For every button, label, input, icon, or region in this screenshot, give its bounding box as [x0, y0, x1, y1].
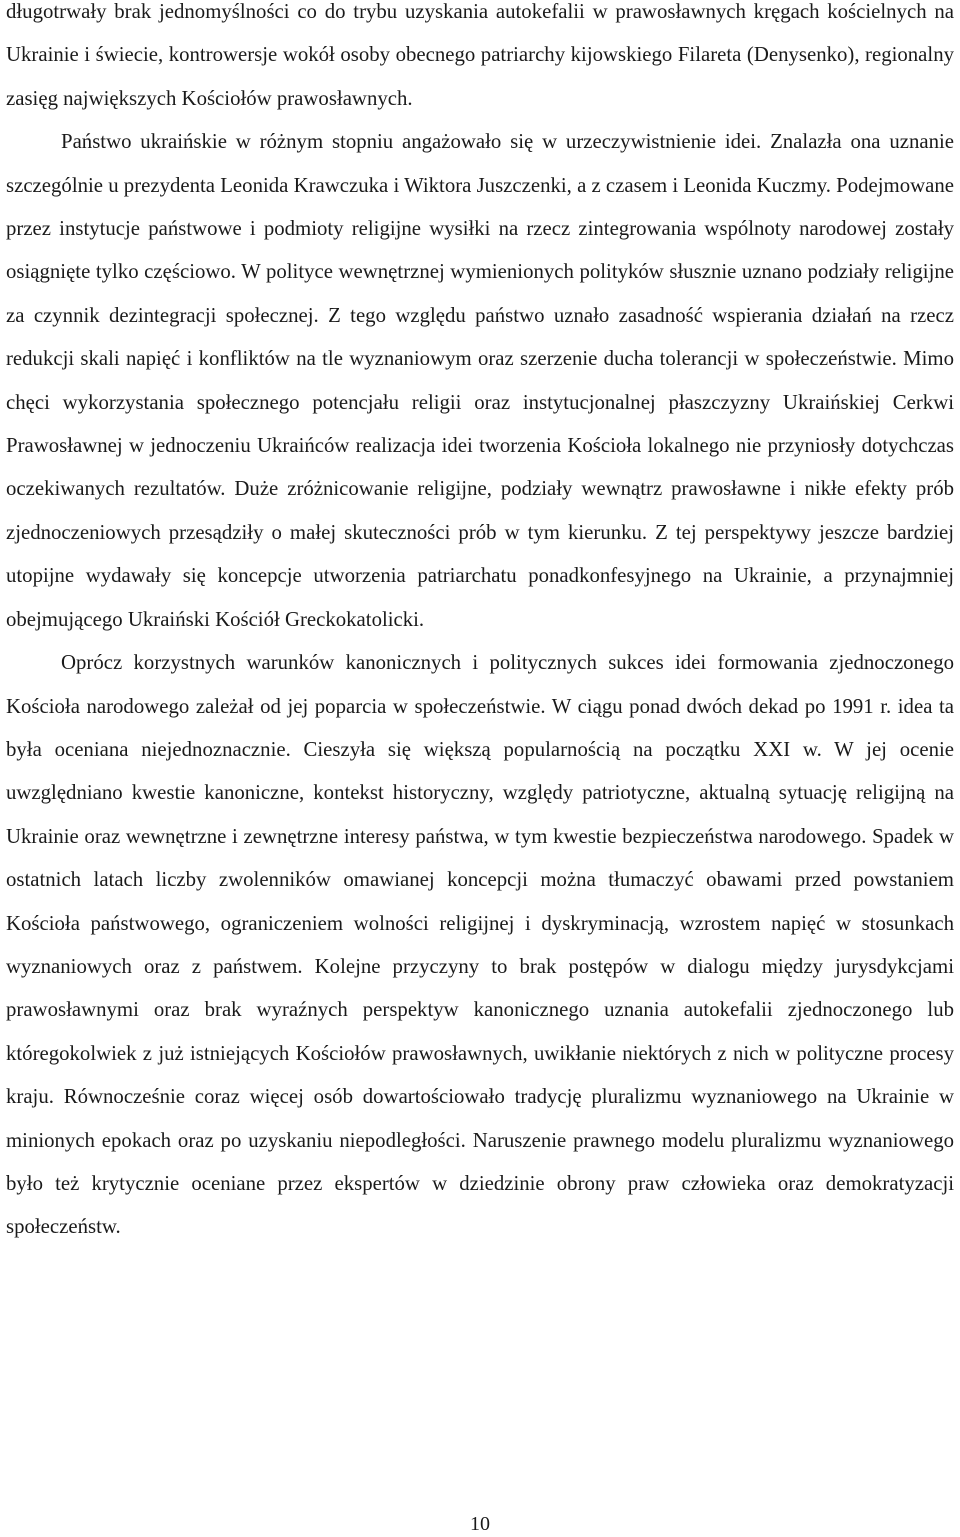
paragraph-continuation: długotrwały brak jednomyślności co do trybu uzyskania autokefalii w prawosławnych kręgach kościelnych na Ukrainie i świecie, kontrowersje wokół osoby obecnego patriarchy kijowskiego Filareta (Denysenko), regionalny zasięg największych Kościołów prawosławnych.	[6, 0, 954, 110]
paragraph-state-engagement: Państwo ukraińskie w różnym stopniu angażowało się w urzeczywistnienie idei. Znalazła ona uznanie szczególnie u prezydenta Leonida Krawczuka i Wiktora Juszczenki, a z czasem i Leonida Kuczmy. Podejmowane przez instytucje państwowe i podmioty religijne wysiłki na rzecz zintegrowania wspólnoty narodowej zostały osiągnięte tylko częściowo. W polityce wewnętrznej wymienionych polityków słusznie uznano podziały religijne za czynnik dezintegracji społecznej. Z tego względu państwo uznało zasadność wspierania działań na rzecz redukcji skali napięć i konfliktów na tle wyznaniowym oraz szerzenie ducha tolerancji w społeczeństwie. Mimo chęci wykorzystania społecznego potencjału religii oraz instytucjonalnej płaszczyzny Ukraińskiej Cerkwi Prawosławnej w jednoczeniu Ukraińców realizacja idei tworzenia Kościoła lokalnego nie przyniosły dotychczas oczekiwanych rezultatów. Duże zróżnicowanie religijne, podziały wewnątrz prawosławne i nikłe efekty prób zjednoczeniowych przesądziły o małej skuteczności prób w tym kierunku. Z tej perspektywy jeszcze bardziej utopijne wydawały się koncepcje utworzenia patriarchatu ponadkonfesyjnego na Ukrainie, a przynajmniej obejmującego Ukraiński Kościół Greckokatolicki.	[6, 130, 954, 631]
page-number: 10	[470, 1513, 490, 1535]
paragraph-public-support: Oprócz korzystnych warunków kanonicznych i politycznych sukces idei formowania zjednoczonego Kościoła narodowego zależał od jej poparcia w społeczeństwie. W ciągu ponad dwóch dekad po 1991 r. idea ta była oceniana niejednoznacznie. Cieszyła się większą popularnością na początku XXI w. W jej ocenie uwzględniano kwestie kanoniczne, kontekst historyczny, względy patriotyczne, aktualną sytuację religijną na Ukrainie oraz wewnętrzne i zewnętrzne interesy państwa, w tym kwestie bezpieczeństwa narodowego. Spadek w ostatnich latach liczby zwolenników omawianej koncepcji można tłumaczyć obawami przed powstaniem Kościoła państwowego, ograniczeniem wolności religijnej i dyskryminacją, wzrostem napięć w stosunkach wyznaniowych oraz z państwem. Kolejne przyczyny to brak postępów w dialogu między jurysdykcjami prawosławnymi oraz brak wyraźnych perspektyw kanonicznego uznania autokefalii zjednoczonego lub któregokolwiek z już istniejących Kościołów prawosławnych, uwikłanie niektórych z nich w polityczne procesy kraju. Równocześnie coraz więcej osób dowartościowało tradycję pluralizmu wyznaniowego na Ukrainie w minionych epokach oraz po uzyskaniu niepodległości. Naruszenie prawnego modelu pluralizmu wyznaniowego było też krytycznie oceniane przez ekspertów w dziedzinie obrony praw człowieka oraz demokratyzacji społeczeństw.	[6, 651, 954, 1239]
